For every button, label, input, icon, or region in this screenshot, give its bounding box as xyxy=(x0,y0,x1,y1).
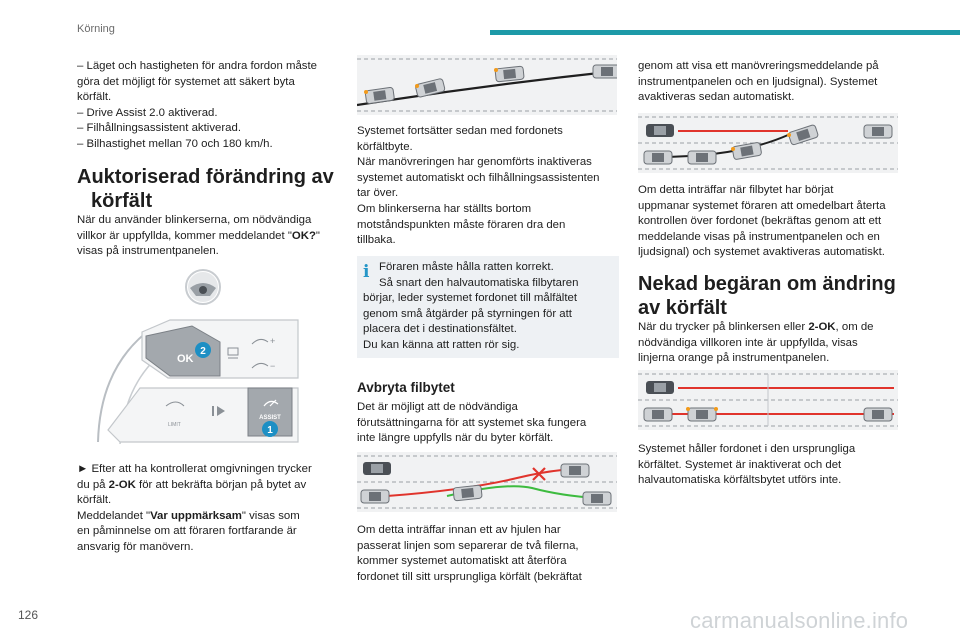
para-line: villkor är uppfyllda, kommer meddelandet " xyxy=(77,229,292,242)
ok-key-bold: 2-OK xyxy=(808,321,836,333)
para-line: uppmanar systemet föraren att omedelbart återta xyxy=(638,199,886,212)
final-line: körfältet. Systemet är inaktiverat och det xyxy=(638,458,842,471)
car-icon xyxy=(453,485,482,501)
svg-text:−: − xyxy=(270,361,276,371)
heading-line: Nekad begäran om ändring xyxy=(638,273,896,295)
steering-wheel-controls-figure xyxy=(80,266,340,448)
heading-line: av körfält xyxy=(638,297,727,319)
note-line: Föraren måste hålla ratten korrekt. xyxy=(379,261,554,273)
para-line: körfältbyte. xyxy=(357,140,413,153)
para-system-keeps-lane xyxy=(638,442,900,489)
limit-label: LIMIT xyxy=(168,422,181,428)
abort-line: förutsättningarna för att systemet ska fungera xyxy=(357,416,587,429)
after-line: passerat linjen som separerar de två filerna, xyxy=(357,539,579,552)
para-ok-message xyxy=(77,213,339,260)
note-text xyxy=(363,260,613,354)
para-denied xyxy=(638,320,900,367)
intro-line: – Läget och hastigheten för andra fordon måste xyxy=(77,60,317,72)
para-line: När manövreringen har genomförts inaktiveras xyxy=(357,156,592,169)
lane-change-denied-figure xyxy=(638,370,898,430)
car-icon xyxy=(646,381,674,394)
car-icon xyxy=(593,65,617,78)
header-accent-bar xyxy=(490,30,960,35)
car-icon xyxy=(864,125,892,138)
final-line: Systemet håller fordonet i den ursprungliga xyxy=(638,443,856,455)
car-icon xyxy=(363,462,391,475)
step-confirm-lane-change xyxy=(77,462,339,556)
para-line: tillbaka. xyxy=(357,234,396,247)
para-line: motståndspunkten måste föraren dra den xyxy=(357,218,566,231)
car-icon xyxy=(583,492,611,505)
para-line: ljudsignal) och systemet avaktiveras automatiskt. xyxy=(638,246,885,259)
deny-line: linjerna orange på instrumentpanelen. xyxy=(638,352,830,365)
column-1 xyxy=(77,59,339,153)
para-abort-before-line xyxy=(357,523,619,585)
msg-line: Meddelandet " xyxy=(77,509,151,522)
note-line: Så snart den halvautomatiska filbytaren xyxy=(379,276,579,289)
attention-bold: Var uppmärksam xyxy=(150,509,242,522)
after-line: fordonet till sitt ursprungliga körfält (bekräftat xyxy=(357,570,582,583)
car-icon xyxy=(644,408,672,421)
intro-line: – Drive Assist 2.0 aktiverad. xyxy=(77,106,218,119)
deny-line: , om de xyxy=(835,321,874,333)
cont-line: avaktiveras sedan automatiskt. xyxy=(638,91,795,104)
after-line: Om detta inträffar innan ett av hjulen har xyxy=(357,524,561,536)
lane-change-progress-figure xyxy=(357,55,617,115)
section-title: Körning xyxy=(77,23,115,35)
note-line: placera det i destinationsfältet. xyxy=(363,323,517,336)
car-icon xyxy=(644,151,672,164)
abort-line: Det är möjligt att de nödvändiga xyxy=(357,401,518,413)
intro-line: – Filhållningsassistent aktiverad. xyxy=(77,122,241,135)
car-icon xyxy=(688,408,716,421)
car-icon xyxy=(688,151,716,164)
heading-denied-lane-change xyxy=(638,272,908,320)
assist-button-label: ASSIST xyxy=(259,415,281,421)
msg-line: " visas som xyxy=(241,509,300,522)
page-number: 126 xyxy=(18,608,39,622)
ok-button-label: OK xyxy=(177,353,194,365)
intro-line: körfält. xyxy=(77,91,112,104)
take-control-figure xyxy=(638,113,898,173)
deny-line: nödvändiga villkoren inte är uppfyllda, visas xyxy=(638,336,858,349)
car-icon xyxy=(361,490,389,503)
para-line: meddelande visas på instrumentpanelen och en xyxy=(638,230,880,243)
subheading-abort-lane-change: Avbryta filbytet xyxy=(357,380,455,395)
para-line: systemet automatiskt och filhållningsassistenten xyxy=(357,171,600,184)
para-line: " xyxy=(315,229,320,242)
heading-authorized-lane-change xyxy=(77,165,339,213)
para-line: tar över. xyxy=(357,187,399,200)
heading-line: körfält xyxy=(91,190,153,212)
cont-line: genom att visa ett manövreringsmeddelande på xyxy=(638,60,879,72)
heading-line: Auktoriserad förändring av xyxy=(77,166,334,188)
car-icon xyxy=(646,124,674,137)
msg-line: en påminnelse om att föraren fortfarande är xyxy=(77,525,297,538)
intro-line: – Bilhastighet mellan 70 och 180 km/h. xyxy=(77,137,273,150)
ok-key-bold: 2-OK xyxy=(108,478,136,491)
para-line: Systemet fortsätter sedan med fordonets xyxy=(357,125,563,137)
para-system-continues xyxy=(357,124,619,249)
intro-line: göra det möjligt för systemet att säkert byta xyxy=(77,75,295,88)
deny-line: När du trycker på blinkersen eller xyxy=(638,321,809,333)
step-line: körfält. xyxy=(77,494,112,507)
svg-text:+: + xyxy=(270,336,276,346)
abort-line: inte längre uppfylls när du byter körfält. xyxy=(357,432,554,445)
msg-line: ansvarig för manövern. xyxy=(77,540,194,553)
note-line: börjar, leder systemet fordonet till målfältet xyxy=(363,292,577,305)
lane-change-abort-figure xyxy=(357,452,617,512)
note-line: Du kan känna att ratten rör sig. xyxy=(363,338,520,351)
step-line: du på xyxy=(77,478,109,491)
car-icon xyxy=(864,408,892,421)
para-line: Om detta inträffar när filbytet har börjat xyxy=(638,184,834,196)
after-line: kommer systemet automatiskt att återföra xyxy=(357,555,567,568)
car-icon xyxy=(495,66,524,82)
step-line: för att bekräfta början på bytet av xyxy=(135,478,307,491)
para-continuation xyxy=(638,59,900,106)
para-line: visas på instrumentpanelen. xyxy=(77,245,219,258)
step-line: ► Efter att ha kontrollerat omgivningen trycker xyxy=(77,463,312,475)
para-abort xyxy=(357,400,619,447)
para-line: Om blinkerserna har ställts bortom xyxy=(357,202,532,215)
final-line: halvautomatiska körfältsbytet utförs inte. xyxy=(638,474,842,487)
para-line: kontrollen över fordonet (bekräftas genom att ett xyxy=(638,215,882,228)
para-take-control xyxy=(638,183,900,261)
assist-badge-number: 1 xyxy=(267,425,273,436)
steering-wheel-icon xyxy=(186,270,220,304)
watermark: carmanualsonline.info xyxy=(690,608,909,633)
para-line: När du använder blinkerserna, om nödvändiga xyxy=(77,214,312,226)
cont-line: instrumentpanelen och en ljudsignal). Systemet xyxy=(638,75,878,88)
ok-bold-text: OK? xyxy=(291,229,316,242)
info-icon: i xyxy=(363,262,370,282)
note-line: genom små åtgärder på styrningen för att xyxy=(363,307,572,320)
ok-badge-number: 2 xyxy=(200,346,206,357)
car-icon xyxy=(561,464,589,477)
info-note xyxy=(357,256,619,358)
